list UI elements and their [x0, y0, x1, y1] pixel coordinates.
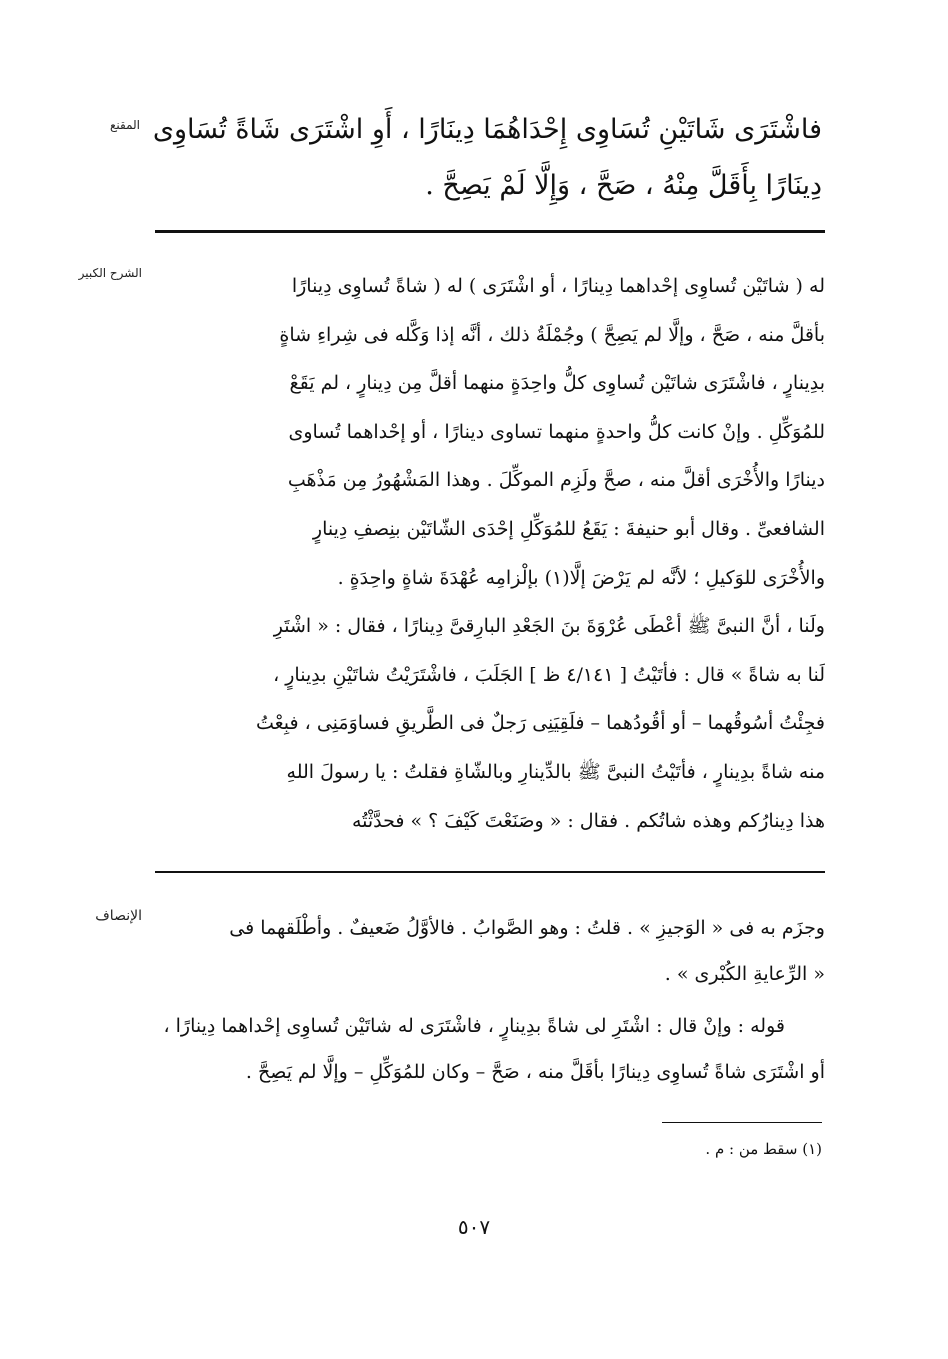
sharh-line: فجِئْتُ أسُوقُهما – أو أقُودُهما – فلَقِيَنِى رَجلٌ فى الطَّريقِ فساوَمَنِى ، فبِعْتُ	[255, 712, 825, 735]
insaf-line: وجزَم به فى « الوَجيزِ » . قلتُ : وهو الصَّوابُ . فالأوَّلُ ضَعيفٌ . وأطْلَقهما فى	[229, 917, 825, 939]
insaf-text-2	[155, 1003, 825, 1095]
sharh-line: للمُوَكِّلِ . وإنْ كانت كلُّ واحدةٍ منهما تساوى دينارًا ، أو إحْداهما تُساوى	[288, 420, 825, 443]
sharh-text	[155, 262, 825, 845]
insaf-text-1	[155, 905, 825, 997]
sharh-line: لَنا به شاةً » قال : فأتَيْتُ [ ٤/١٤١ ظ ] الجَلَبَ ، فاشْتَرَيْتُ شاتَيْنِ بدِينارٍ ،	[273, 663, 825, 686]
sharh-line: الشافعىِّ . وقال أبو حنيفةَ : يَقَعُ للمُوَكِّلِ إحْدَى الشّاتَيْن بنِصفِ دِينارٍ	[312, 517, 825, 540]
insaf-line: « الرِّعايةِ الكُبْرى » .	[664, 963, 825, 985]
muqni-line: دِينَارًا بِأَقَلَّ مِنْهُ ، صَحَّ ، وَإِلَّا لَمْ يَصِحَّ .	[425, 170, 822, 201]
label-sharh: الشرح الكبير	[78, 266, 142, 280]
page-number: ٥٠٧	[457, 1215, 491, 1239]
muqni-line: فاشْتَرَى شَاتَيْنِ تُسَاوِى إِحْدَاهُمَا دِينَارًا ، أَوِ اشْتَرَى شَاةً تُسَاوِى	[152, 114, 822, 145]
sharh-line: ولَنا ، أنَّ النبىَّ ﷺ أعْطَى عُرْوَةَ بنَ الجَعْدِ البارِقىَّ دِينارًا ، فقال : « اشْتَرِ	[273, 615, 825, 638]
sharh-line: بأقلَّ منه ، صَحَّ ، وإلَّا لم يَصِحَّ ) وجُمْلَةُ ذلك ، أنَّه إذا وَكَّله فى شِراءِ شاةٍ	[279, 323, 825, 346]
sharh-line: والأُخْرَى للوَكيلِ ؛ لأنَّه لم يَرْضَ إلَّا(١) بإلْزامِه عُهْدَةَ شاةٍ واحِدَةٍ .	[337, 566, 825, 589]
sharh-line: بدِينارٍ ، فاشْتَرَى شاتَيْن تُساوِى كلُّ واحِدَةٍ منهما أقلَّ مِن دِينارٍ ، لم يَقَعْ	[289, 372, 825, 395]
label-muqni: المقنع	[109, 118, 140, 132]
section-divider	[155, 230, 825, 233]
label-insaf: الإنصاف	[95, 908, 142, 924]
muqni-text	[150, 102, 822, 214]
sharh-line: له ( شاتَيْن تُساوِى إحْداهما دِينارًا ، أو اشْتَرَى ) له ( شاةً تُساوِى دِينارًا	[291, 275, 825, 297]
footnote-divider	[662, 1122, 822, 1123]
section-divider	[155, 871, 825, 873]
sharh-line: هذا دِينارُكم وهذه شاتُكم . فقال : « وصَنَعْتَ كَيْفَ ؟ » فحدَّثْتُه	[351, 809, 825, 832]
insaf-line: أو اشْتَرَى شاةً تُساوِى دِينارًا بأقَلَّ منه ، صَحَّ – وكان للمُوَكِّلِ – وإلَّا لم يَصِحَّ .	[245, 1061, 825, 1083]
insaf-line: قوله : وإنْ قال : اشْتَرِ لى شاةً بدِينارٍ ، فاشْتَرَى له شاتَيْن تُساوِى إحْداهما دِينارًا ،	[163, 1015, 785, 1037]
sharh-line: دينارًا والأُخْرَى أقلَّ منه ، صحَّ ولَزِم الموكِّلَ . وهذا المَشْهُورُ مِن مَذْهَبِ	[287, 469, 825, 492]
sharh-line: منه شاةً بدِينارٍ ، فأتَيْتُ النبىَّ ﷺ بالدِّينارِ وبالشّاةِ فقلتُ : يا رسولَ اللهِ	[286, 760, 825, 783]
footnote: (١) سقط من : م .	[705, 1140, 822, 1158]
